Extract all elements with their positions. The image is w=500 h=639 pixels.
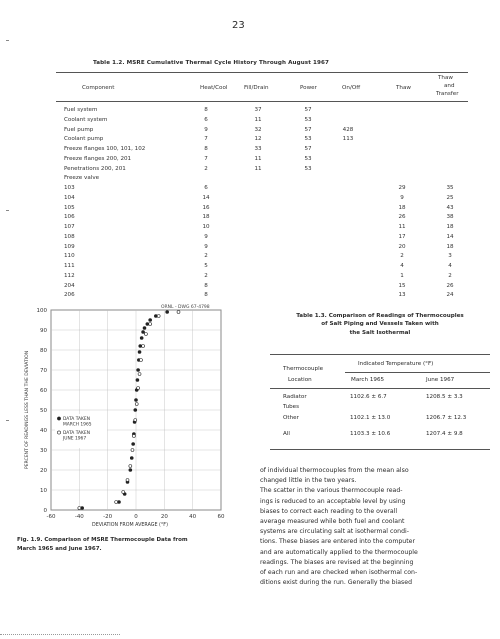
data-point-march-1965: [135, 399, 138, 402]
data-point-march-1965: [149, 319, 152, 322]
x-tick-label: 20: [160, 514, 168, 520]
table-cell: 14: [446, 233, 454, 240]
table-cell: 15: [398, 282, 406, 289]
data-point-june-1967: [115, 501, 118, 504]
data-point-march-1965: [138, 351, 141, 354]
y-tick-label: 30: [40, 448, 47, 454]
table-cell: 18: [398, 204, 406, 211]
data-point-june-1967: [129, 465, 132, 468]
body-line: of each run and are checked when isothermal con-: [260, 569, 418, 577]
legend-label: JUNE 1967: [63, 436, 87, 442]
data-point-june-1967: [139, 359, 142, 362]
data-point-march-1965: [166, 311, 169, 314]
t13-group-rule: [345, 372, 490, 373]
x-tick-label: -20: [103, 514, 113, 520]
body-line: readings. The biases are revised at the beginning: [260, 558, 414, 566]
data-point-june-1967: [122, 491, 125, 494]
table-cell: 6: [204, 185, 208, 191]
data-point-june-1967: [177, 311, 180, 314]
table-cell: 9: [204, 243, 208, 250]
table-row-label: Fuel system: [64, 107, 98, 113]
data-point-june-1967: [131, 449, 134, 452]
data-point-june-1967: [135, 403, 138, 406]
table-row-label: 110: [64, 253, 75, 260]
header-fill-drain: Fill/Drain: [244, 85, 269, 91]
body-line: The scatter in the various thermocouple read-: [260, 487, 403, 495]
table-cell: 2: [204, 253, 208, 260]
t13-header-rule: [270, 388, 490, 389]
y-tick-label: 100: [36, 308, 47, 314]
table-cell: 7: [204, 136, 208, 143]
header-thaw-transfer-2: and: [444, 83, 455, 89]
table-1-3-caption: [270, 312, 490, 337]
table-cell: 8: [204, 292, 208, 299]
table-cell: 57: [304, 107, 312, 113]
table-cell: 26: [446, 282, 454, 289]
table-cell: 8: [204, 282, 208, 289]
table-cell: 57: [304, 146, 312, 152]
figure-caption: Fig. 1.9. Comparison of MSRE Thermocouple Data from March 1965 and June 1967.: [17, 537, 188, 552]
table-cell: 11: [254, 155, 262, 162]
data-point-march-1965: [140, 337, 143, 340]
table-cell: 37: [254, 107, 262, 113]
table-row-label: Freeze flanges 100, 101, 102: [64, 146, 146, 152]
y-tick-label: 70: [40, 368, 47, 374]
table-cell: 9: [204, 126, 208, 133]
table-cell: 9: [204, 233, 208, 240]
table-1-3-caption-line-1: Table 1.3. Comparison of Readings of Thermocouples: [296, 313, 464, 319]
body-line: ings is reduced to an acceptable level by using: [260, 497, 406, 505]
table-cell: 11: [398, 224, 406, 230]
table-cell: 13: [398, 292, 406, 299]
data-point-june-1967: [78, 507, 81, 510]
table-cell: 35: [446, 185, 454, 191]
t13-cell-june: 1207.4 ± 9.8: [426, 431, 463, 437]
table-row-label: Penetrations 200, 201: [64, 165, 126, 172]
table-row-label: 112: [64, 272, 75, 279]
data-point-march-1965: [129, 469, 132, 472]
table-cell: 6: [204, 116, 208, 123]
t13-bottom-rule: [270, 449, 490, 450]
table-cell: 18: [446, 243, 454, 250]
x-tick-label: 0: [134, 514, 138, 520]
table-cell: 24: [446, 292, 454, 299]
body-line: average measured while both fuel and coolant: [260, 518, 405, 526]
t13-top-rule: [270, 354, 490, 355]
y-axis-label: PERCENT OF READINGS LESS THAN THE DEVIATION: [25, 350, 30, 470]
table-cell: 11: [254, 116, 262, 123]
x-tick-label: -40: [74, 514, 84, 520]
table-cell: 4: [400, 263, 404, 269]
table-cell: 2: [400, 253, 404, 260]
legend-marker-june-1967: [57, 431, 60, 434]
figure-1-9: [14, 300, 254, 535]
table-cell: 14: [202, 194, 210, 201]
table-cell: 2: [204, 272, 208, 279]
table-cell: 17: [398, 233, 406, 240]
legend-label: MARCH 1965: [63, 422, 92, 428]
y-tick-label: 20: [40, 468, 47, 474]
table-cell: 4: [448, 263, 452, 269]
table-cell: 38: [446, 214, 454, 221]
table-cell: 43: [446, 204, 454, 211]
t13-header-group: Indicated Temperature (°F): [358, 361, 434, 367]
table-row-label: 107: [64, 224, 75, 230]
data-point-june-1967: [149, 323, 152, 326]
t13-cell-june: 1208.5 ± 3.3: [426, 394, 463, 400]
body-line: of individual thermocouples from the mean also: [260, 467, 409, 474]
y-tick-label: 90: [40, 328, 47, 334]
header-thaw: Thaw: [396, 85, 411, 91]
table-cell: 113: [342, 136, 354, 143]
table-cell: 26: [398, 214, 406, 221]
table-row-label: 104: [64, 194, 75, 201]
t13-cell-june: 1206.7 ± 12.3: [426, 415, 467, 421]
data-point-june-1967: [138, 373, 141, 376]
body-paragraph: [260, 466, 492, 588]
t13-location: All: [283, 431, 290, 437]
header-thaw-transfer-3: Transfer: [436, 91, 459, 97]
legend-marker-march-1965: [57, 417, 60, 420]
data-point-march-1965: [142, 331, 145, 334]
data-point-march-1965: [134, 409, 137, 412]
table-cell: 11: [254, 165, 262, 172]
y-tick-label: 40: [40, 428, 47, 434]
y-tick-label: 80: [40, 348, 47, 354]
table-cell: 2: [204, 165, 208, 172]
x-tick-label: 60: [217, 514, 225, 520]
data-point-june-1967: [126, 479, 129, 482]
table-row-label: Coolant pump: [64, 136, 104, 143]
page-number: 23: [232, 20, 245, 31]
t13-location: Tubes: [283, 404, 300, 410]
table-row-label: Freeze valve: [64, 175, 100, 182]
y-tick-label: 60: [40, 388, 47, 394]
t13-col0-header-2: Location: [288, 377, 312, 383]
table-row-label: 109: [64, 243, 75, 250]
body-line: and are automatically applied to the thermocouple: [260, 548, 418, 556]
table-cell: 32: [254, 126, 262, 133]
data-point-march-1965: [136, 379, 139, 382]
t13-location: Other: [283, 415, 299, 421]
table-cell: 53: [304, 136, 312, 143]
table-cell: 53: [304, 116, 312, 123]
table-row-label: 204: [64, 282, 75, 289]
data-point-march-1965: [137, 369, 140, 372]
table-cell: 18: [202, 214, 210, 221]
header-power: Power: [300, 85, 317, 91]
table-row-label: 206: [64, 292, 75, 299]
body-line: changed little in the two years.: [260, 477, 357, 485]
table-row-label: Fuel pump: [64, 126, 94, 133]
table-cell: 57: [304, 126, 312, 133]
body-line: ditions exist during the run. Generally the biased: [260, 579, 413, 587]
header-thaw-transfer-1: Thaw: [438, 75, 453, 81]
table-cell: 29: [398, 185, 406, 191]
table-cell: 3: [448, 253, 452, 260]
table-cell: 20: [398, 243, 406, 250]
table-row-label: Freeze flanges 200, 201: [64, 155, 132, 162]
table-cell: 9: [400, 194, 404, 201]
table-row-label: 108: [64, 233, 75, 240]
t13-cell-march: 1102.6 ± 6.7: [350, 394, 387, 400]
table-1-3-caption-line-3: the Salt Isothermal: [349, 329, 411, 336]
t13-cell-march: 1103.3 ± 10.6: [350, 431, 391, 437]
header-on-off: On/Off: [342, 85, 361, 91]
table-cell: 8: [204, 146, 208, 152]
y-tick-label: 10: [40, 488, 47, 494]
x-axis-label: DEVIATION FROM AVERAGE (°F): [92, 523, 168, 528]
table-cell: 428: [342, 126, 354, 133]
table-cell: 33: [254, 146, 262, 152]
body-line: systems are circulating salt at isothermal condi-: [260, 528, 409, 536]
x-tick-label: -60: [46, 514, 56, 520]
table-cell: 53: [304, 155, 312, 162]
t13-location: Radiator: [283, 394, 307, 400]
y-tick-label: 50: [40, 408, 47, 414]
data-point-march-1965: [143, 327, 146, 330]
t13-cell-march: 1102.1 ± 13.0: [350, 415, 391, 421]
drawing-number: ORNL - DWG 67-4798: [161, 305, 210, 310]
table-cell: 5: [204, 263, 208, 269]
table-cell: 53: [304, 165, 312, 172]
table-1-3-caption-line-2: of Salt Piping and Vessels Taken with: [321, 321, 439, 328]
header-component: Component: [82, 85, 115, 91]
scan-mark: [6, 420, 9, 421]
footer-dotted-line: [0, 634, 120, 635]
table-row-label: 106: [64, 214, 75, 221]
header-heat-cool: Heat/Cool: [200, 85, 228, 91]
table-row-label: 105: [64, 204, 75, 211]
data-point-june-1967: [157, 315, 160, 318]
data-point-june-1967: [132, 435, 135, 438]
table-cell: 7: [204, 155, 208, 162]
table-row-label: Coolant system: [64, 116, 108, 123]
table-row-label: 103: [64, 185, 75, 191]
data-point-march-1965: [130, 457, 133, 460]
t13-col1-header: March 1965: [351, 377, 385, 383]
table-cell: 2: [448, 272, 452, 279]
t13-col2-header: June 1967: [426, 377, 455, 383]
table-1-2-caption: Table 1.2. MSRE Cumulative Thermal Cycle History Through August 1967: [93, 60, 330, 66]
table-cell: 12: [254, 136, 262, 143]
cdf-chart: [14, 300, 254, 535]
x-tick-label: 40: [189, 514, 197, 520]
table-cell: 18: [446, 224, 454, 230]
data-point-june-1967: [134, 419, 137, 422]
data-point-june-1967: [144, 333, 147, 336]
table-cell: 16: [202, 204, 210, 211]
table-row-label: 111: [64, 263, 75, 269]
t13-col0-header-1: Thermocouple: [283, 366, 324, 372]
y-tick-label: 0: [43, 508, 47, 514]
legend-label: DATA TAKEN: [63, 417, 90, 422]
data-point-june-1967: [142, 345, 145, 348]
table-cell: 8: [204, 107, 208, 113]
body-line: biases to correct each reading to the overall: [260, 507, 398, 515]
table-cell: 25: [446, 194, 454, 201]
table-cell: 1: [400, 272, 404, 279]
scan-mark: [6, 210, 9, 211]
body-line: tions. These biases are entered into the computer: [260, 538, 415, 546]
data-point-march-1965: [132, 443, 135, 446]
legend-label: DATA TAKEN: [63, 431, 90, 436]
table-header-rule: [56, 101, 468, 102]
data-point-june-1967: [137, 387, 140, 390]
table-cell: 10: [202, 224, 210, 230]
scan-mark: [6, 40, 9, 41]
